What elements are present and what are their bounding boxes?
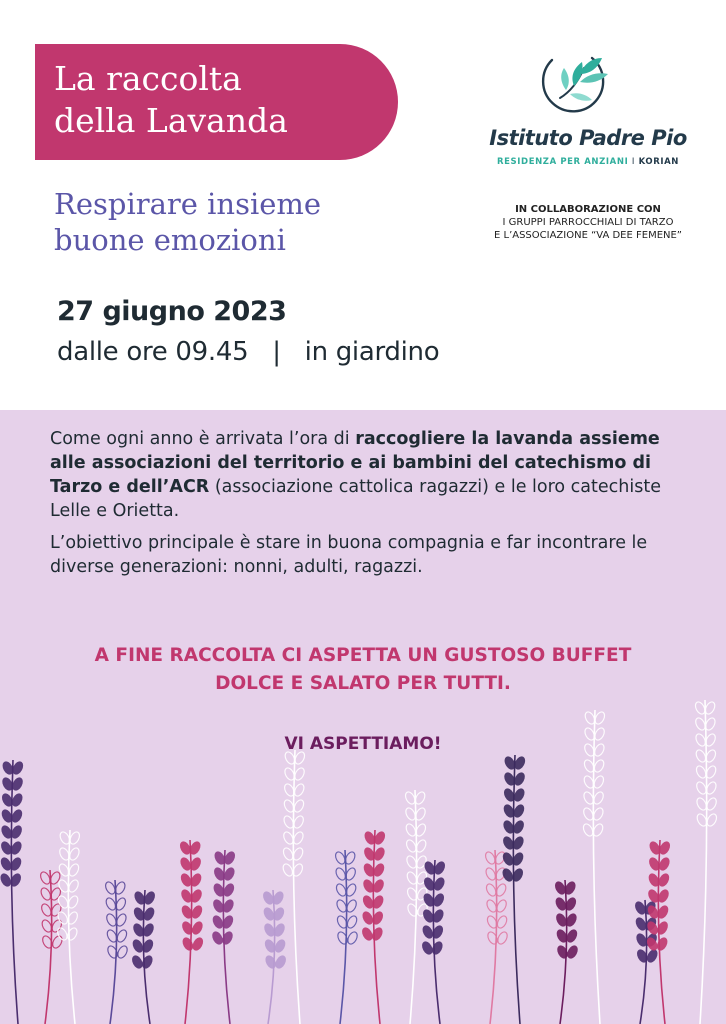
body-paragraph-1: [50, 427, 690, 523]
body-p1-bold: raccogliere la lavanda assieme alle associazioni del territorio e ai bambini del catechismo di Tarzo e dell’ACR: [50, 429, 660, 497]
closing-text: VI ASPETTIAMO!: [284, 734, 442, 754]
body-text: [50, 427, 690, 587]
lavender-stem: [646, 840, 672, 1024]
collaboration-heading: IN COLLABORAZIONE CON: [515, 204, 661, 215]
logo-tagline-text: RESIDENZA PER ANZIANI: [497, 157, 629, 167]
lavender-stem: [179, 840, 205, 1024]
lavender-stem: [281, 750, 306, 1024]
logo-separator: I: [631, 157, 635, 167]
event-place: in giardino: [304, 337, 440, 367]
collaboration-line-1: I GRUPPI PARROCCHIALI DI TARZO: [502, 217, 674, 228]
logo-name: Istituto Padre Pio: [489, 126, 687, 150]
collaboration-block: [456, 203, 720, 242]
lavender-stem: [211, 850, 236, 1024]
lavender-stem: [104, 880, 129, 1024]
collaboration-line-2: E L’ASSOCIAZIONE “VA DEE FEMENE”: [494, 230, 682, 241]
buffet-line-1: A FINE RACCOLTA CI ASPETTA UN GUSTOSO BUFFET: [94, 645, 632, 666]
title-line-1: La raccolta: [54, 59, 242, 98]
body-p1-rest: (associazione cattolica ragazzi) e le loro catechiste Lelle e Orietta.: [50, 477, 661, 521]
lavender-stem: [501, 755, 526, 1024]
title-line-2: della Lavanda: [54, 101, 288, 140]
logo-tagline: [472, 157, 704, 167]
buffet-announcement: [0, 642, 726, 698]
lavender-stem: [56, 830, 82, 1024]
lavender-stem: [404, 790, 430, 1024]
event-date: 27 giugno 2023: [57, 296, 287, 327]
leaf-sprig-icon: [530, 52, 620, 114]
lavender-stem: [554, 880, 579, 1024]
subtitle-line-1: Respirare insieme: [54, 187, 322, 221]
lavender-stem: [582, 710, 607, 1024]
subtitle-line-2: buone emozioni: [54, 223, 286, 257]
lavender-stem: [361, 830, 387, 1024]
body-paragraph-2: L’obiettivo principale è stare in buona compagnia e far incontrare le diverse generazioni: nonni, adulti, ragazzi.: [50, 533, 648, 577]
lavender-stem: [262, 890, 288, 1024]
subtitle: [54, 186, 321, 258]
lavender-stem: [334, 850, 359, 1024]
lavender-stem: [421, 860, 447, 1024]
lavender-stem: [39, 870, 64, 1024]
event-time: dalle ore 09.45: [57, 337, 249, 367]
body-p1-intro: Come ogni anno è arrivata l’ora di: [50, 429, 356, 449]
event-time-place: [57, 337, 439, 367]
lavender-stem: [131, 890, 157, 1024]
event-separator: |: [272, 337, 281, 367]
logo-brand: KORIAN: [638, 157, 679, 167]
page-title: [54, 58, 288, 142]
lavender-stem: [0, 760, 24, 1024]
buffet-line-2: DOLCE E SALATO PER TUTTI.: [215, 673, 511, 694]
